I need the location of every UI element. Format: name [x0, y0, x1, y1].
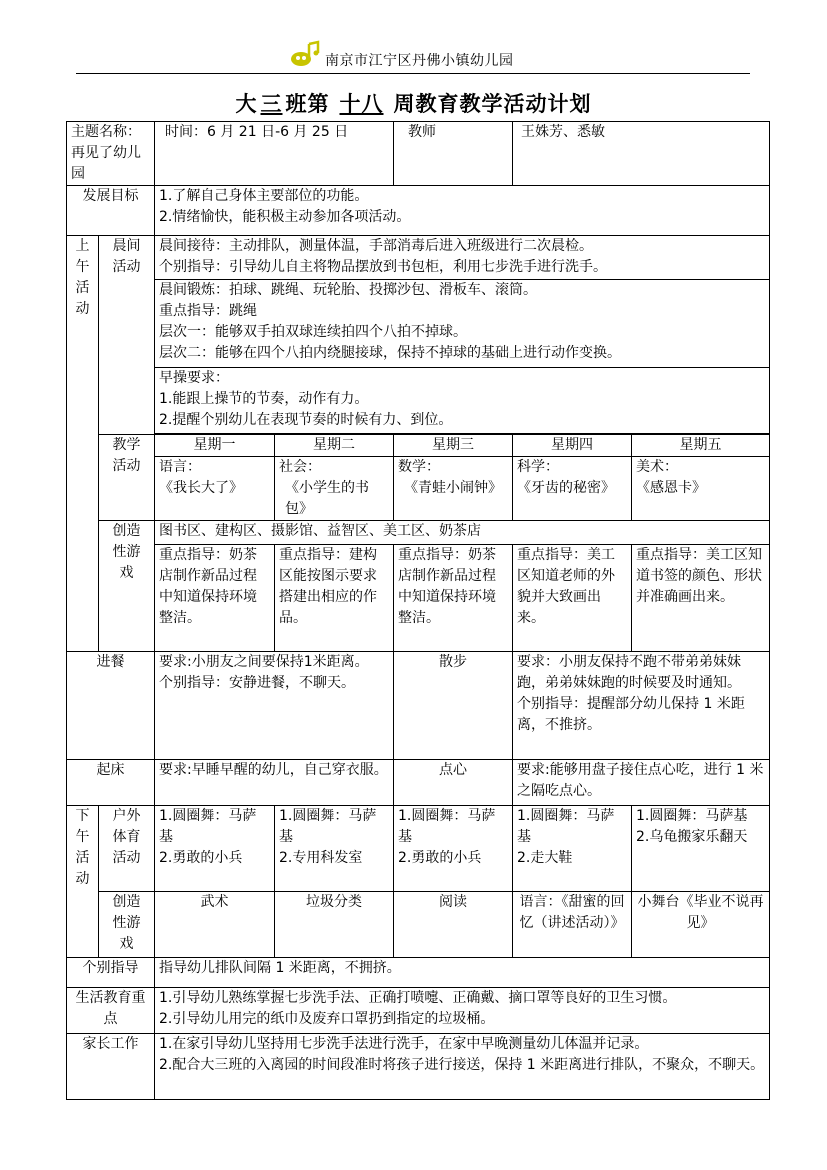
outdoor-item: 2.走大鞋: [517, 850, 573, 866]
teaching-content: 《我长大了》: [159, 480, 243, 496]
goals-content: [155, 186, 770, 236]
life-item: 1.引导幼儿熟练掌握七步洗手法、正确打喷嚏、正确戴、摘口罩等良好的卫生习惯。: [159, 990, 677, 1006]
teaching-wed: [394, 457, 513, 521]
drill-title: 早操要求：: [159, 370, 229, 386]
reception-content: [155, 236, 770, 280]
outdoor-label: 户外体育活动: [99, 806, 155, 892]
outdoor-row: [67, 806, 770, 892]
meal-label: 进餐: [67, 652, 155, 760]
weekday-fri: 星期五: [632, 435, 770, 457]
drill-row: [67, 368, 770, 434]
meal-guidance: 个别指导：安静进餐，不聊天。: [159, 675, 355, 691]
outdoor-thu: [513, 806, 632, 892]
parents-label: 家长工作: [67, 1034, 155, 1100]
walk-requirement: 要求：小朋友保持不跑不带弟弟妹妹跑，弟弟妹妹跑的时候要及时通知。: [517, 654, 742, 691]
creative-wed: 重点指导：奶茶店制作新品过程中知道保持环境整洁。: [394, 545, 513, 652]
morning-activity-label: 上午活动: [67, 236, 99, 652]
creative-thu: 重点指导：美工区知道老师的外貌并大致画出来。: [513, 545, 632, 652]
teaching-subject: 科学：: [517, 459, 560, 475]
meal-row: [67, 652, 770, 760]
class-number: 三: [260, 91, 283, 116]
teaching-content: 《青蛙小闹钟》: [404, 480, 503, 496]
drill-item: 2.提醒个别幼儿在表现节奏的时候有力、到位。: [159, 412, 453, 428]
teacher-label: 教师: [394, 122, 513, 186]
parents-row: [67, 1034, 770, 1100]
info-row: [67, 122, 770, 186]
goal-item: 1.了解自己身体主要部位的功能。: [159, 188, 369, 204]
weekly-plan-table: [66, 121, 770, 1100]
theme-cell: 主题名称：再见了幼儿园: [67, 122, 155, 186]
pm-creative-wed: 阅读: [394, 892, 513, 958]
goal-item: 2.情绪愉快，能积极主动参加各项活动。: [159, 209, 411, 225]
morning-session-label: 晨间活动: [99, 236, 155, 435]
goals-label: 发展目标: [67, 186, 155, 236]
week-number: 十八: [339, 91, 384, 116]
walk-content: [513, 652, 770, 760]
weekday-header-row: [67, 435, 770, 457]
wake-row: [67, 760, 770, 806]
weekday-wed: 星期三: [394, 435, 513, 457]
pm-creative-fri: 小舞台《毕业不说再见》: [632, 892, 770, 958]
exercise-text: 晨间锻炼：拍球、跳绳、玩轮胎、投掷沙包、滑板车、滚筒。: [159, 282, 537, 298]
weekday-tue: 星期二: [275, 435, 394, 457]
creative-tue: 重点指导：建构区能按图示要求搭建出相应的作品。: [275, 545, 394, 652]
outdoor-item: 1.圆圈舞：马萨基: [517, 808, 615, 845]
reception-text: 晨间接待：主动排队，测量体温，手部消毒后进入班级进行二次晨检。: [159, 238, 593, 254]
outdoor-mon: [155, 806, 275, 892]
teaching-label: 教学活动: [99, 435, 155, 521]
teacher-names: 王姝芳、悉敏: [513, 122, 770, 186]
teaching-content: 《小学生的书包》: [285, 480, 369, 517]
individual-row: [67, 958, 770, 988]
exercise-focus: 重点指导：跳绳: [159, 303, 257, 319]
areas-list: 图书区、建构区、摄影馆、益智区、美工区、奶茶店: [155, 521, 770, 545]
snack-label: 点心: [394, 760, 513, 806]
walk-label: 散步: [394, 652, 513, 760]
creative-row: [67, 545, 770, 652]
header-divider: [76, 73, 750, 74]
life-item: 2.引导幼儿用完的纸巾及废弃口罩扔到指定的垃圾桶。: [159, 1011, 495, 1027]
creative-fri: 重点指导：美工区知道书签的颜色、形状并准确画出来。: [632, 545, 770, 652]
school-name: 南京市江宁区丹佛小镇幼儿园: [325, 53, 514, 69]
afternoon-creative-row: [67, 892, 770, 958]
meal-requirement: 要求:小朋友之间要保持1米距离。: [159, 654, 369, 670]
teaching-thu: [513, 457, 632, 521]
reception-row: [67, 236, 770, 280]
pm-creative-thu: 语言：《甜蜜的回忆（讲述活动）》: [513, 892, 632, 958]
outdoor-item: 2.勇敢的小兵: [398, 850, 482, 866]
afternoon-creative-label: 创造性游戏: [99, 892, 155, 958]
parents-item: 1.在家引导幼儿坚持用七步洗手法进行洗手，在家中早晚测量幼儿体温并记录。: [159, 1036, 649, 1052]
teaching-subject: 美术：: [636, 459, 679, 475]
pm-creative-tue: 垃圾分类: [275, 892, 394, 958]
title-mid: 班第: [285, 91, 330, 116]
page-title: [0, 88, 827, 118]
time-cell: 时间：6 月 21 日-6 月 25 日: [155, 122, 394, 186]
weekday-mon: 星期一: [155, 435, 275, 457]
outdoor-item: 1.圆圈舞：马萨基: [398, 808, 496, 845]
teaching-content: 《牙齿的秘密》: [517, 480, 616, 496]
parents-content: [155, 1034, 770, 1100]
goals-row: [67, 186, 770, 236]
exercise-level-1: 层次一：能够双手拍双球连续拍四个八拍不掉球。: [159, 324, 467, 340]
teaching-subject: 语言：: [159, 459, 201, 475]
outdoor-item: 1.圆圈舞：马萨基: [159, 808, 257, 845]
snack-content: 要求:能够用盘子接住点心吃，进行 1 米之隔吃点心。: [513, 760, 770, 806]
teaching-content: 《感恩卡》: [636, 480, 707, 496]
teaching-subject: 社会：: [279, 459, 321, 475]
outdoor-item: 2.勇敢的小兵: [159, 850, 243, 866]
wake-label: 起床: [67, 760, 155, 806]
teaching-subject: 数学：: [398, 459, 441, 475]
outdoor-fri: [632, 806, 770, 892]
drill-item: 1.能跟上操节的节奏，动作有力。: [159, 391, 369, 407]
drill-content: [155, 368, 770, 434]
teaching-mon: [155, 457, 275, 521]
wake-content: 要求:早睡早醒的幼儿，自己穿衣服。: [155, 760, 394, 806]
areas-row: [67, 521, 770, 545]
title-prefix: 大: [235, 91, 258, 116]
life-row: [67, 988, 770, 1034]
exercise-row: [67, 280, 770, 368]
individual-content: 指导幼儿排队间隔 1 米距离，不拥挤。: [155, 958, 770, 988]
pm-creative-mon: 武术: [155, 892, 275, 958]
outdoor-item: 2.专用科发室: [279, 850, 363, 866]
life-label: 生活教育重 点: [67, 988, 155, 1034]
outdoor-item: 2.乌龟搬家乐翻天: [636, 829, 748, 845]
outdoor-item: 1.圆圈舞：马萨基: [636, 808, 748, 824]
creative-mon: 重点指导：奶茶店制作新品过程中知道保持环境整洁。: [155, 545, 275, 652]
parents-item: 2.配合大三班的入离园的时间段准时将孩子进行接送，保持 1 米距离进行排队，不聚众，不聊天。: [159, 1057, 765, 1073]
meal-content: [155, 652, 394, 760]
outdoor-tue: [275, 806, 394, 892]
life-content: [155, 988, 770, 1034]
weekday-thu: 星期四: [513, 435, 632, 457]
guidance-text: 个别指导：引导幼儿自主将物品摆放到书包柜，利用七步洗手进行洗手。: [159, 259, 607, 275]
creative-label: 创造性游戏: [99, 521, 155, 652]
individual-label: 个别指导: [67, 958, 155, 988]
exercise-content: [155, 280, 770, 368]
title-suffix: 周教育教学活动计划: [393, 91, 592, 116]
exercise-level-2: 层次二：能够在四个八拍内绕腿接球，保持不掉球的基础上进行动作变换。: [159, 345, 621, 361]
teaching-row: [67, 457, 770, 521]
teaching-fri: [632, 457, 770, 521]
outdoor-item: 1.圆圈舞：马萨基: [279, 808, 377, 845]
page-header: [0, 38, 827, 72]
school-logo-icon: [289, 40, 321, 68]
walk-guidance: 个别指导：提醒部分幼儿保持 1 米距离，不推挤。: [517, 696, 745, 733]
teaching-tue: [275, 457, 394, 521]
outdoor-wed: [394, 806, 513, 892]
afternoon-label: 下午活动: [67, 806, 99, 958]
